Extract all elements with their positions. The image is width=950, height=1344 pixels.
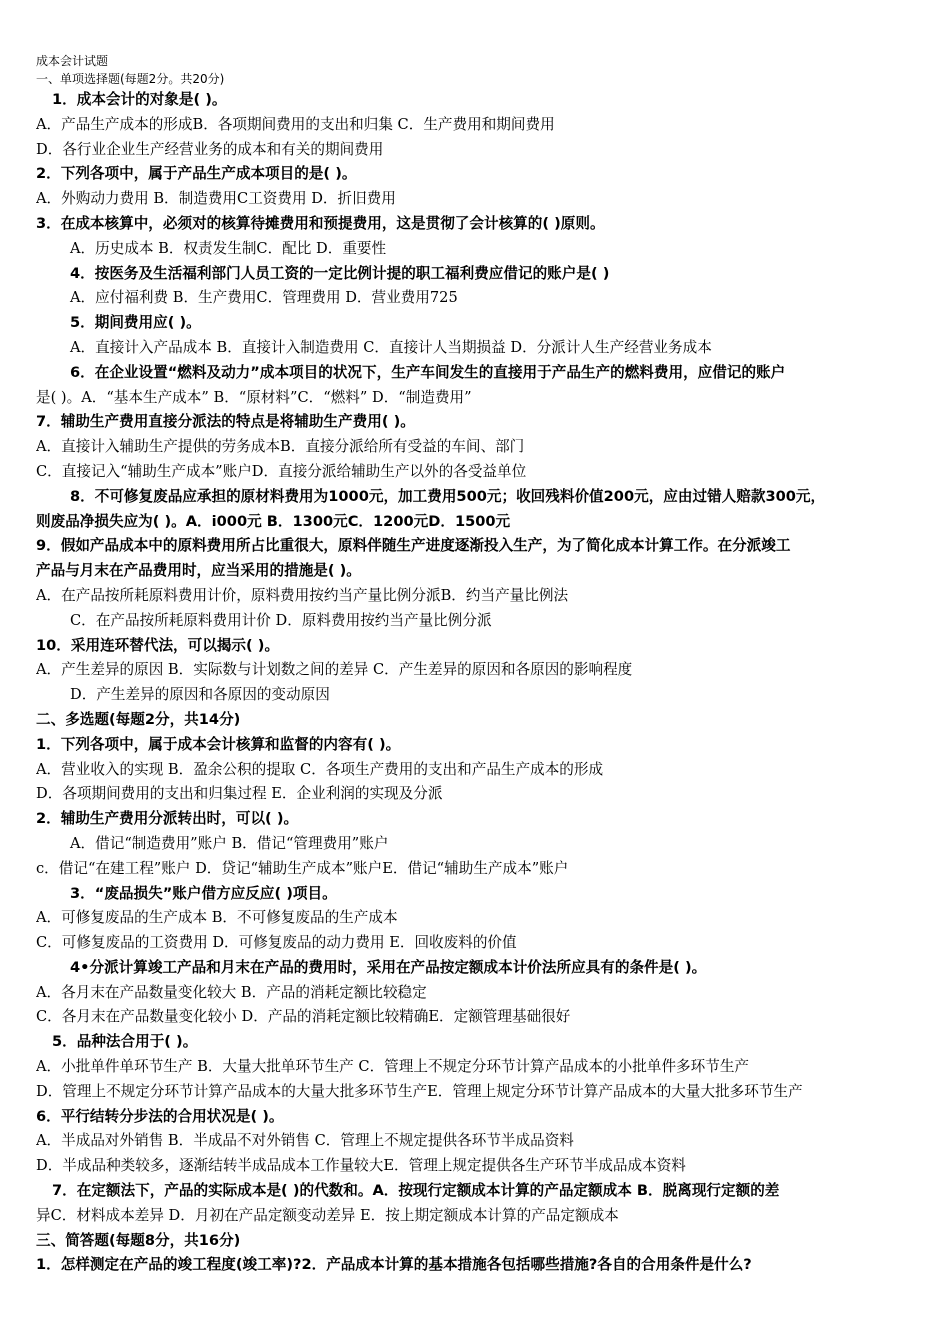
text-line: A．应付福利费 B．生产费用C．管理费用 D．营业费用725 bbox=[70, 289, 458, 307]
text-line: 3．在成本核算中，必须对的核算待摊费用和预提费用，这是贯彻了会计核算的( )原则。 bbox=[36, 214, 605, 232]
text-line: A．产品生产成本的形成B．各项期间费用的支出和归集 C．生产费用和期间费用 bbox=[36, 115, 555, 133]
text-line: 4•分派计算竣工产品和月末在产品的费用时，采用在产品按定额成本计价法所应具有的条件是( )。 bbox=[70, 958, 707, 976]
text-line: 3．“废品损失”账户借方应反应( )项目。 bbox=[70, 884, 337, 902]
text-line: c．借记“在建工程”账户 D．贷记“辅助生产成本”账户E．借记“辅助生产成本”账户 bbox=[36, 859, 569, 877]
text-line: 则废品净损失应为( )。A．i000元 B．1300元C．1200元D．1500元 bbox=[36, 512, 511, 530]
text-line: 2．辅助生产费用分派转出时，可以( )。 bbox=[36, 810, 299, 828]
text-line: D．各行业企业生产经营业务的成本和有关的期间费用 bbox=[36, 140, 384, 158]
text-line: A．历史成本 B．权责发生制C．配比 D．重要性 bbox=[70, 239, 387, 257]
text-line: A．外购动力费用 B．制造费用C工资费用 D．折旧费用 bbox=[36, 190, 396, 208]
text-line: 二、多选题(每题2分，共14分) bbox=[36, 710, 241, 728]
text-line: 5．期间费用应( )。 bbox=[70, 314, 201, 332]
text-line: 1．下列各项中，属于成本会计核算和监督的内容有( )。 bbox=[36, 735, 401, 753]
text-line: D．管理上不规定分环节计算产品成本的大量大批多环节生产E．管理上规定分环节计算产品成本的大量大批多环节生产 bbox=[36, 1082, 803, 1100]
text-line: 一、单项选择题(每题2分。共20分) bbox=[36, 72, 225, 86]
text-line: C．可修复废品的工资费用 D．可修复废品的动力费用 E．回收废料的价值 bbox=[36, 934, 517, 952]
text-line: C．各月末在产品数量变化较小 D．产品的消耗定额比较精确E．定额管理基础很好 bbox=[36, 1008, 571, 1026]
text-line: A．直接计入产品成本 B．直接计入制造费用 C．直接计人当期损益 D．分派计人生产经营业务成本 bbox=[70, 338, 712, 356]
text-line: 7．辅助生产费用直接分派法的特点是将辅助生产费用( )。 bbox=[36, 413, 415, 431]
text-line: 10．采用连环替代法，可以揭示( )。 bbox=[36, 636, 280, 654]
text-line: 7．在定额法下，产品的实际成本是( )的代数和。A．按现行定额成本计算的产品定额成本 B．脱离现行定额的差 bbox=[52, 1182, 780, 1200]
text-line: 产品与月末在产品费用时，应当采用的措施是( )。 bbox=[36, 562, 361, 580]
text-line: A．产生差异的原因 B．实际数与计划数之间的差异 C．产生差异的原因和各原因的影响程度 bbox=[36, 661, 633, 679]
text-line: 1．成本会计的对象是( )。 bbox=[52, 91, 227, 108]
text-line: 6．平行结转分步法的合用状况是( )。 bbox=[36, 1107, 284, 1125]
text-line: A．直接计入辅助生产提供的劳务成本B．直接分派给所有受益的车间、部门 bbox=[36, 438, 525, 456]
text-line: A．借记“制造费用”账户 B．借记“管理费用”账户 bbox=[70, 834, 389, 852]
text-line: C．在产品按所耗原料费用计价 D．原料费用按约当产量比例分派 bbox=[70, 611, 492, 629]
text-line: D．产生差异的原因和各原因的变动原因 bbox=[70, 686, 330, 704]
text-line: 9．假如产品成本中的原料费用所占比重很大，原料伴随生产进度逐渐投入生产，为了简化成本计算工作。在分派竣工 bbox=[36, 537, 791, 555]
text-line: A．在产品按所耗原料费用计价，原料费用按约当产量比例分派B．约当产量比例法 bbox=[36, 586, 569, 604]
text-line: 三、简答题(每题8分，共16分) bbox=[36, 1231, 241, 1249]
text-line: A．半成品对外销售 B．半成品不对外销售 C．管理上不规定提供各环节半成品资料 bbox=[36, 1132, 574, 1150]
text-line: A．营业收入的实现 B．盈余公积的提取 C．各项生产费用的支出和产品生产成本的形成 bbox=[36, 760, 604, 778]
text-line: 5．品种法合用于( )。 bbox=[52, 1033, 198, 1051]
text-line: 4．按医务及生活福利部门人员工资的一定比例计提的职工福利费应借记的账户是( ) bbox=[70, 264, 610, 282]
text-line: 成本会计试题 bbox=[36, 54, 109, 68]
text-line: A．各月末在产品数量变化较大 B．产品的消耗定额比较稳定 bbox=[36, 983, 427, 1001]
text-line: 是( )。A．“基本生产成本” B．“原材料”C．“燃料” D．“制造费用” bbox=[36, 388, 472, 406]
text-line: 异C．材料成本差异 D．月初在产品定额变动差异 E．按上期定额成本计算的产品定额成本 bbox=[36, 1206, 619, 1224]
text-line: 2．下列各项中，属于产品生产成本项目的是( )。 bbox=[36, 165, 357, 183]
text-line: D．各项期间费用的支出和归集过程 E．企业利润的实现及分派 bbox=[36, 785, 443, 803]
text-line: 6．在企业设置“燃料及动力”成本项目的状况下，生产车间发生的直接用于产品生产的燃料费用，应借记的账户 bbox=[70, 363, 786, 381]
text-line: A．小批单件单环节生产 B．大量大批单环节生产 C．管理上不规定分环节计算产品成本的小批单件多环节生产 bbox=[36, 1058, 750, 1076]
text-line: A．可修复废品的生产成本 B．不可修复废品的生产成本 bbox=[36, 909, 398, 927]
text-line: C．直接记入“辅助生产成本”账户D．直接分派给辅助生产以外的各受益单位 bbox=[36, 462, 527, 480]
text-line: D．半成品种类较多，逐渐结转半成品成本工作量较大E．管理上规定提供各生产环节半成品成本资料 bbox=[36, 1157, 686, 1175]
text-line: 1．怎样测定在产品的竣工程度(竣工率)?2．产品成本计算的基本措施各包括哪些措施?各自的合用条件是什么? bbox=[36, 1256, 752, 1274]
text-line: 8．不可修复废品应承担的原材料费用为1000元，加工费用500元；收回残料价值200元，应由过错人赔款300元， bbox=[70, 487, 826, 505]
